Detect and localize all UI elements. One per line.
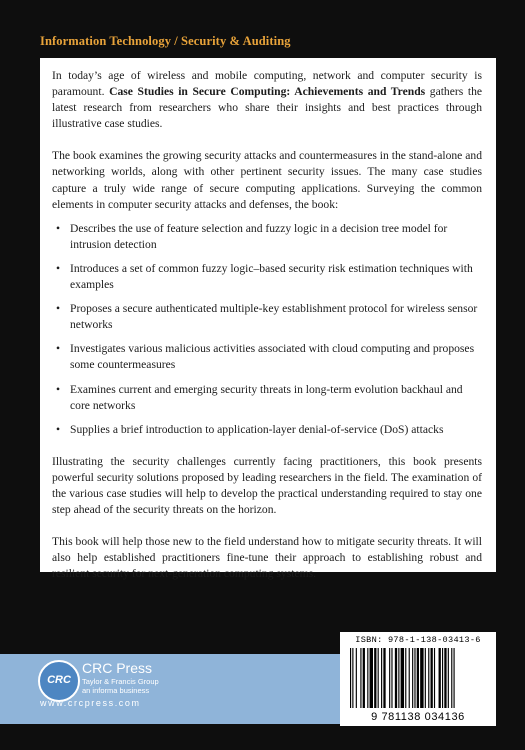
bullet-icon: • <box>56 342 61 356</box>
overview-paragraph: The book examines the growing security attacks and countermeasures in the stand-alone and networking worlds, along with other pertinent security issues. The many case studies capture a truly wide range of secure computing applications. Surveying the common elements in computer security attacks and defenses, the book: <box>52 149 482 211</box>
bullet-icon: • <box>56 422 61 436</box>
crc-logo-icon: CRC <box>38 660 80 702</box>
bullet-icon: • <box>56 221 61 235</box>
publisher-website[interactable]: www.crcpress.com <box>40 698 141 708</box>
intro-after: gathers the latest research from researchers who share their insights and best practices through illustrative case studies. <box>52 85 483 131</box>
list-item: • Proposes a secure authenticated multiple-key establishment protocol for wireless sensor networks <box>56 302 478 332</box>
bullet-icon: • <box>56 261 61 275</box>
bullet-icon: • <box>56 302 61 316</box>
book-title: Case Studies in Secure Computing: Achievements and Trends <box>109 85 426 99</box>
list-item: • Supplies a brief introduction to application-layer denial-of-service (DoS) attacks <box>52 422 482 438</box>
list-item: • Investigates various malicious activities associated with cloud computing and proposes some countermeasures <box>56 342 475 372</box>
barcode <box>340 632 496 726</box>
challenges-paragraph: Illustrating the security challenges currently facing practitioners, this book presents powerful security solutions proposed by leading researchers in the field. The examination of the various case studies will help to develop the practical understanding required to stay one step ahead of the security threats on the horizon. <box>52 454 482 517</box>
publisher-name: CRC Press <box>82 660 153 676</box>
list-item: • Introduces a set of common fuzzy logic–based security risk estimation techniques with examples <box>56 261 473 292</box>
isbn-label: ISBN: 978-1-138-03413-6 <box>355 635 481 645</box>
bullet-icon: • <box>56 382 61 396</box>
category-label: Information Technology / Security & Auditing <box>40 34 291 48</box>
list-item: • Describes the use of feature selection and fuzzy logic in a decision tree model for intrusion detection <box>56 221 448 251</box>
description-panel <box>40 58 496 581</box>
intro-paragraph <box>52 68 482 132</box>
group-line-1: Taylor & Francis Group <box>82 677 159 686</box>
barcode-bars <box>350 648 492 708</box>
feature-list <box>52 221 482 438</box>
intro-before: In today’s age of wireless and mobile computing, network and computer security is paramount. <box>52 69 482 99</box>
list-item: • Examines current and emerging security threats in long-term evolution backhaul and core networks <box>56 382 463 412</box>
publisher-group <box>82 677 159 695</box>
audience-paragraph: This book will help those new to the field understand how to mitigate security threats. It will also help established practitioners fine-tune their approach to establishing robust and resilient security for next-generation computing systems. <box>52 535 482 581</box>
barcode-digits: 9 781138 034136 <box>371 711 465 723</box>
group-line-2: an informa business <box>82 686 150 695</box>
